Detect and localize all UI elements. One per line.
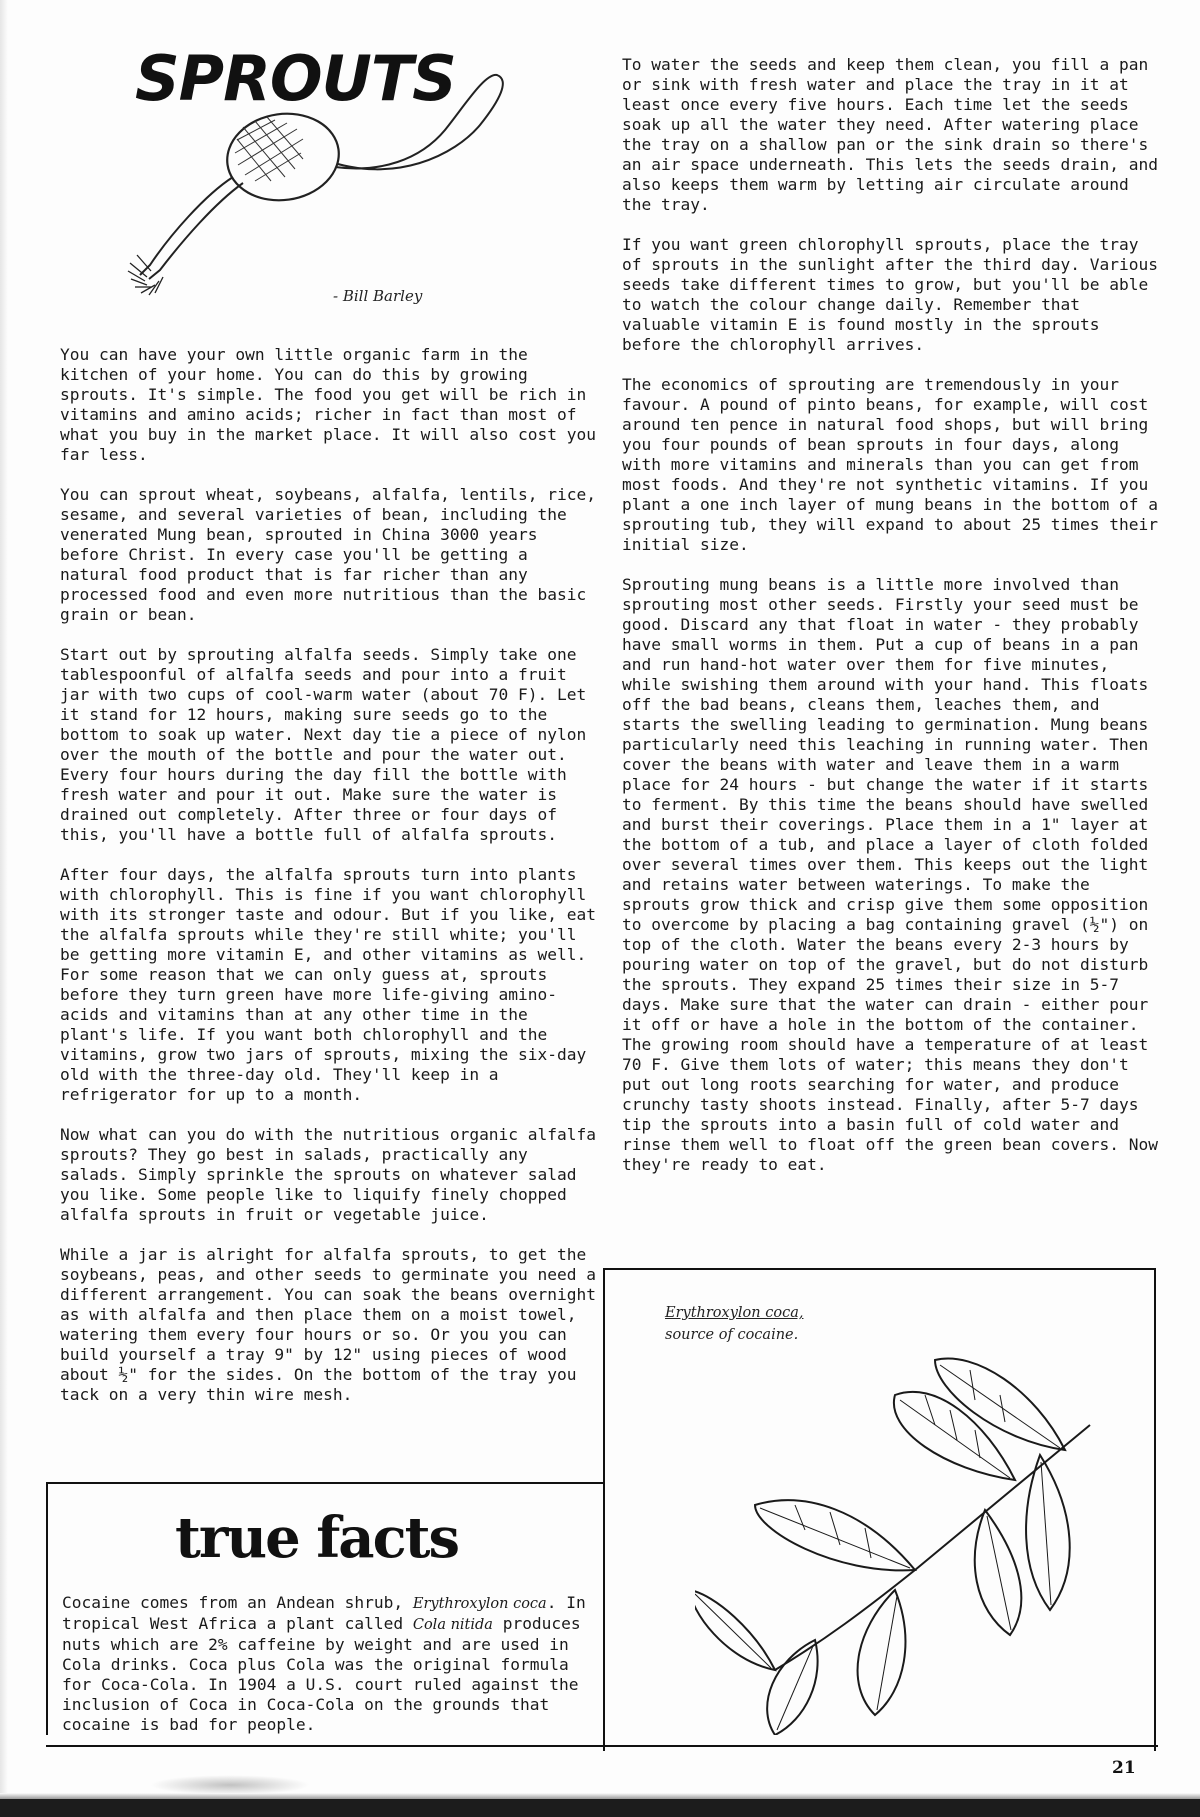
facts-scientific-name: Erythroxylon coca xyxy=(412,1596,547,1612)
caption-species: Erythroxylon coca, xyxy=(665,1305,804,1321)
facts-text-part: Cocaine comes from an Andean shrub, xyxy=(62,1593,413,1612)
page-bottom-edge xyxy=(0,1799,1200,1817)
true-facts-title: true facts xyxy=(175,1505,459,1571)
paragraph: Now what can you do with the nutritious organic alfalfa sprouts? They go best in salads, practically any salads. Simply sprinkle the sprouts on whatever salad you like. Some people like to liquify finely chopped alfalfa sprouts in fruit or vegetable juice. xyxy=(60,1125,597,1224)
paragraph: The economics of sprouting are tremendously in your favour. A pound of pinto beans, for example, will cost around ten pence in natural food shops, but will bring you four pounds of bean sprouts in four days, along with more vitamins and minerals than you can get from most foods. And they're not synthetic vitamins. If you plant a one inch layer of mung beans in the bottom of a sprouting tub, they will expand to about 25 times their initial size. xyxy=(622,375,1159,554)
page-edge-shadow xyxy=(0,0,8,1817)
paragraph: After four days, the alfalfa sprouts turn into plants with chlorophyll. This is fine if you want chlorophyll with its stronger taste and odour. But if you like, eat the alfalfa sprouts while they're still white; you'll be getting more vitamin E, and other vitamins as well. For some reason that we can only guess at, sprouts before they turn green have more life-giving amino-acids and vitamins than at any other time in the plant's life. If you want both chlorophyll and the vitamins, grow two jars of sprouts, mixing the six-day old with the three-day old. They'll keep in a refrigerator for up to a month. xyxy=(60,865,597,1104)
facts-scientific-name: Cola nitida xyxy=(412,1617,493,1633)
paragraph: To water the seeds and keep them clean, you fill a pan or sink with fresh water and place the tray in it at least once every five hours. Each time let the seeds soak up all the water they need. After watering place the tray on a shallow pan or the sink drain so there's an air space underneath. This lets the seeds drain, and also keeps them warm by letting air circulate around the tray. xyxy=(622,55,1159,214)
caption-text: source of cocaine. xyxy=(665,1327,799,1343)
print-smudge xyxy=(150,1775,310,1795)
paragraph: You can sprout wheat, soybeans, alfalfa, lentils, rice, sesame, and several varieties of bean, including the venerated Mung bean, sprouted in China 3000 years before Christ. In every case you'll be getting a natural food product that is far richer than any processed food and even more nutritious than the basic grain or bean. xyxy=(60,485,597,624)
paragraph: You can have your own little organic farm in the kitchen of your home. You can do this by growing sprouts. It's simple. The food you get will be rich in vitamins and amino acids; richer in fact than most of what you buy in the market place. It will also cost you far less. xyxy=(60,345,597,464)
paragraph: Start out by sprouting alfalfa seeds. Simply take one tablespoonful of alfalfa seeds and pour into a fruit jar with two cups of cool-warm water (about 70 F). Let it stand for 12 hours, making sure seeds go to the bottom to soak up water. Next day tie a piece of nylon over the mouth of the bottle and pour the water out. Every four hours during the day fill the bottle with fresh water and pour it out. Make sure the water is drained out completely. After three or four days of this, you'll have a bottle full of alfalfa sprouts. xyxy=(60,645,587,844)
paragraph: While a jar is alright for alfalfa sprouts, to get the soybeans, peas, and other seeds to germinate you need a different arrangement. You can soak the beans overnight as with alfalfa and then place them on a moist towel, watering them every four hours or so. Or you you can build yourself a tray 9" by 12" using pieces of wood about ½" for the sides. On the bottom of the tray you tack on a very thin wire mesh. xyxy=(60,1245,597,1404)
left-column xyxy=(60,345,605,1425)
true-facts-text xyxy=(62,1593,597,1735)
box-bottom-rule xyxy=(46,1745,1158,1747)
coca-leaf-illustration xyxy=(695,1340,1105,1735)
article-title: SPROUTS xyxy=(135,42,456,115)
paragraph: Sprouting mung beans is a little more involved than sprouting most other seeds. Firstly your seed must be good. Discard any that float in water - they probably have small worms in them. Put a cup of beans in a pan and run hand-hot water over them for five minutes, while swishing them around with your hand. This floats off the bad beans, cleans them, leaches them, and starts the swelling leading to germination. Mung beans particularly need this leaching in running water. Then cover the beans with water and leave them in a warm place for 24 hours - but change the water if it starts to ferment. By this time the beans should have swelled and burst their coverings. Place them in a 1" layer at the bottom of a tub, and place a layer of cloth folded over several times over them. This keeps out the light and retains water between waterings. To make the sprouts grow thick and crisp give them some opposition to overcome by placing a bag containing gravel (½") on top of the cloth. Water the beans every 2-3 hours by pouring water on top of the gravel, but do not disturb the sprouts. They expand 25 times their size in 5-7 days. Make sure that the water can drain - either pour it off or have a hole in the bottom of the container. The growing room should have a temperature of at least 70 F. Give them lots of water; this means they don't put out long roots searching for water, and produce crunchy tasty shoots instead. Finally, after 5-7 days tip the sprouts into a basin full of cold water and rinse them well to float off the green bean covers. Now they're ready to eat. xyxy=(622,575,1159,1174)
facts-text-part: . In tropical West Africa a plant called xyxy=(62,1593,586,1633)
paragraph: If you want green chlorophyll sprouts, place the tray of sprouts in the sunlight after the third day. Various seeds take different times to grow, but you'll be able to watch the colour change daily. Remember that valuable vitamin E is found mostly in the sprouts before the chlorophyll arrives. xyxy=(622,235,1159,354)
page-number: 21 xyxy=(1112,1758,1136,1778)
facts-text-part: produces nuts which are 2% caffeine by weight and are used in Cola drinks. Coca plus Cola was the original formula for Coca-Cola. In 1904 a U.S. court ruled against the inclusion of Coca in Coca-Cola on the grounds that cocaine is bad for people. xyxy=(62,1614,581,1734)
article-byline: - Bill Barley xyxy=(333,287,423,305)
right-column xyxy=(622,55,1162,1195)
